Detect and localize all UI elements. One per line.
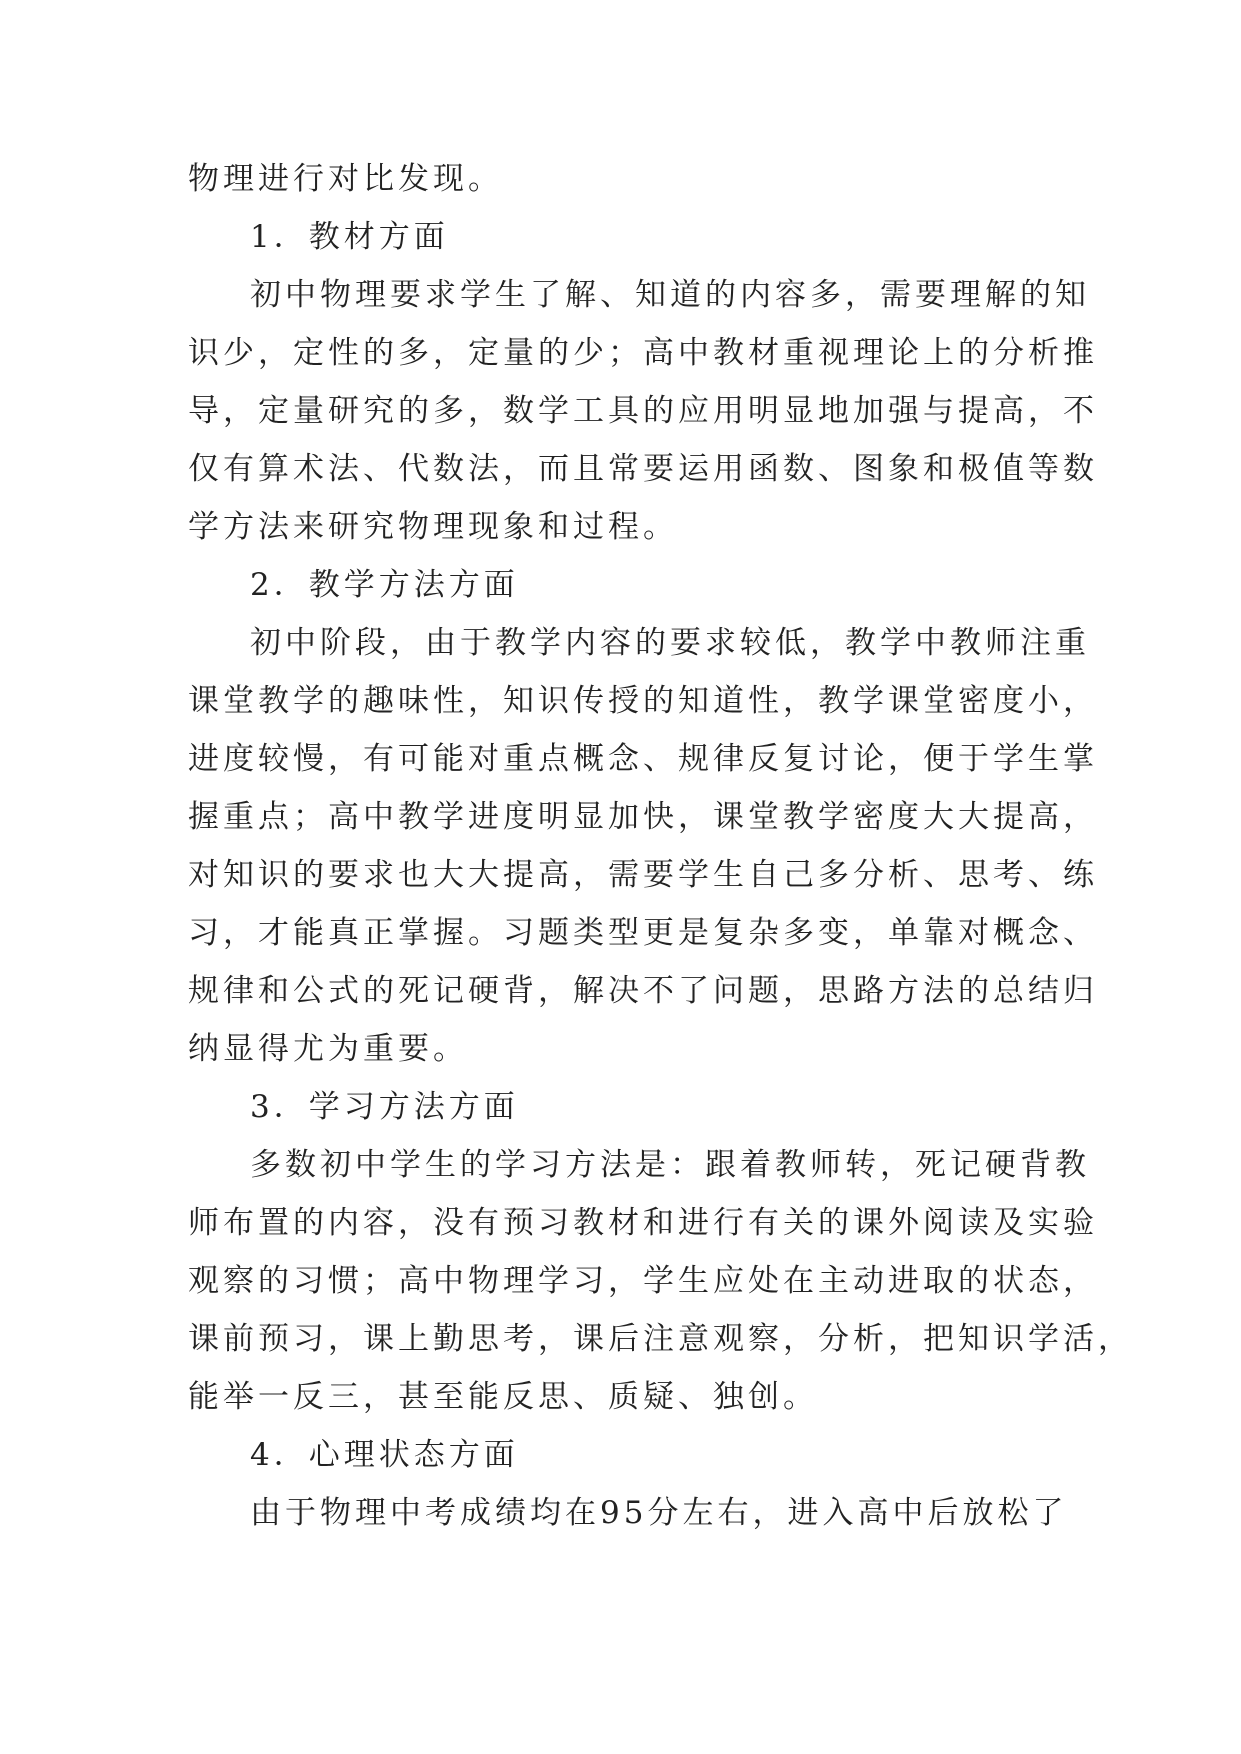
paragraph-line: 初中阶段，由于教学内容的要求较低，教学中教师注重 bbox=[250, 625, 1090, 661]
paragraph-line: 纳显得尤为重要。 bbox=[188, 1031, 468, 1067]
section-heading-psychology: 4．心理状态方面 bbox=[250, 1437, 519, 1473]
paragraph-line: 对知识的要求也大大提高，需要学生自己多分析、思考、练 bbox=[188, 857, 1098, 893]
paragraph-line: 物理进行对比发现。 bbox=[188, 161, 503, 197]
section-heading-textbook: 1．教材方面 bbox=[250, 219, 449, 255]
paragraph-line: 师布置的内容，没有预习教材和进行有关的课外阅读及实验 bbox=[188, 1205, 1098, 1241]
paragraph-line: 导，定量研究的多，数学工具的应用明显地加强与提高，不 bbox=[188, 393, 1098, 429]
document-body bbox=[188, 150, 1133, 1542]
paragraph-line: 学方法来研究物理现象和过程。 bbox=[188, 509, 678, 545]
paragraph-line: 初中物理要求学生了解、知道的内容多，需要理解的知 bbox=[250, 277, 1090, 313]
section-heading-teaching-method: 2．教学方法方面 bbox=[250, 567, 519, 603]
paragraph-line: 仅有算术法、代数法，而且常要运用函数、图象和极值等数 bbox=[188, 451, 1098, 487]
paragraph-line: 能举一反三，甚至能反思、质疑、独创。 bbox=[188, 1379, 818, 1415]
paragraph-line: 课堂教学的趣味性，知识传授的知道性，教学课堂密度小， bbox=[188, 683, 1098, 719]
paragraph-line: 观察的习惯；高中物理学习，学生应处在主动进取的状态， bbox=[188, 1263, 1098, 1299]
paragraph-line: 习，才能真正掌握。习题类型更是复杂多变，单靠对概念、 bbox=[188, 915, 1098, 951]
paragraph-line: 握重点；高中教学进度明显加快，课堂教学密度大大提高， bbox=[188, 799, 1098, 835]
paragraph-line: 进度较慢，有可能对重点概念、规律反复讨论，便于学生掌 bbox=[188, 741, 1098, 777]
paragraph-line: 规律和公式的死记硬背，解决不了问题，思路方法的总结归 bbox=[188, 973, 1098, 1009]
paragraph-line: 多数初中学生的学习方法是：跟着教师转，死记硬背教 bbox=[250, 1147, 1090, 1183]
paragraph-line: 课前预习，课上勤思考，课后注意观察，分析，把知识学活， bbox=[188, 1321, 1133, 1357]
paragraph-line: 识少，定性的多，定量的少；高中教材重视理论上的分析推 bbox=[188, 335, 1098, 371]
section-heading-learning-method: 3．学习方法方面 bbox=[250, 1089, 519, 1125]
paragraph-line: 由于物理中考成绩均在95分左右，进入高中后放松了 bbox=[250, 1495, 1068, 1531]
